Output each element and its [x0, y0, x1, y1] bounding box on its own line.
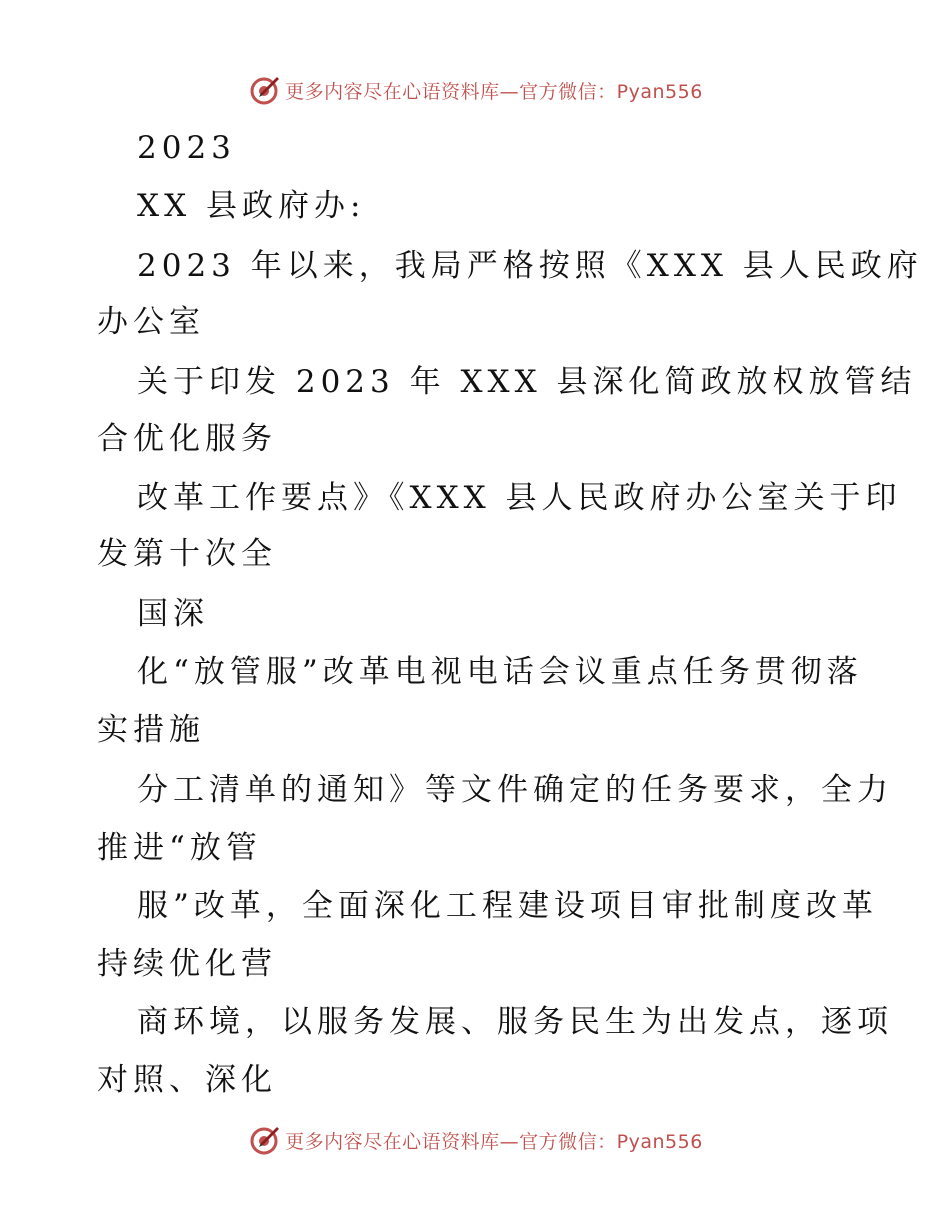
- footer-banner: [0, 1120, 950, 1160]
- doc-line: 改革工作要点》《XXX 县人民政府办公室关于印: [137, 480, 902, 516]
- doc-line: 2023 年以来，我局严格按照《XXX 县人民政府: [137, 248, 923, 284]
- doc-line: 分工清单的通知》等文件确定的任务要求，全力: [137, 772, 893, 808]
- pen-logo-icon: [247, 73, 281, 107]
- doc-line: 发第十次全: [97, 536, 277, 572]
- doc-line: 推进“放管: [97, 830, 262, 866]
- doc-line: 2023: [137, 130, 236, 166]
- doc-line: 实措施: [97, 712, 205, 748]
- doc-line: 关于印发 2023 年 XXX 县深化简政放权放管结: [137, 364, 917, 400]
- footer-banner-text: 更多内容尽在心语资料库—官方微信：Pyan556: [285, 1130, 703, 1153]
- header-banner: [0, 70, 950, 110]
- doc-line: 办公室: [97, 304, 205, 340]
- doc-line: 对照、深化: [97, 1062, 277, 1098]
- doc-line: 国深: [137, 596, 209, 632]
- doc-line: 商环境，以服务发展、服务民生为出发点，逐项: [137, 1004, 893, 1040]
- doc-line: 化“放管服”改革电视电话会议重点任务贯彻落: [137, 654, 863, 690]
- doc-line: XX 县政府办:: [137, 188, 366, 224]
- pen-logo-icon: [247, 1123, 281, 1157]
- header-banner-text: 更多内容尽在心语资料库—官方微信：Pyan556: [285, 80, 703, 103]
- doc-line: 服”改革，全面深化工程建设项目审批制度改革: [137, 888, 878, 924]
- doc-line: 合优化服务: [97, 421, 277, 457]
- doc-line: 持续优化营: [97, 946, 277, 982]
